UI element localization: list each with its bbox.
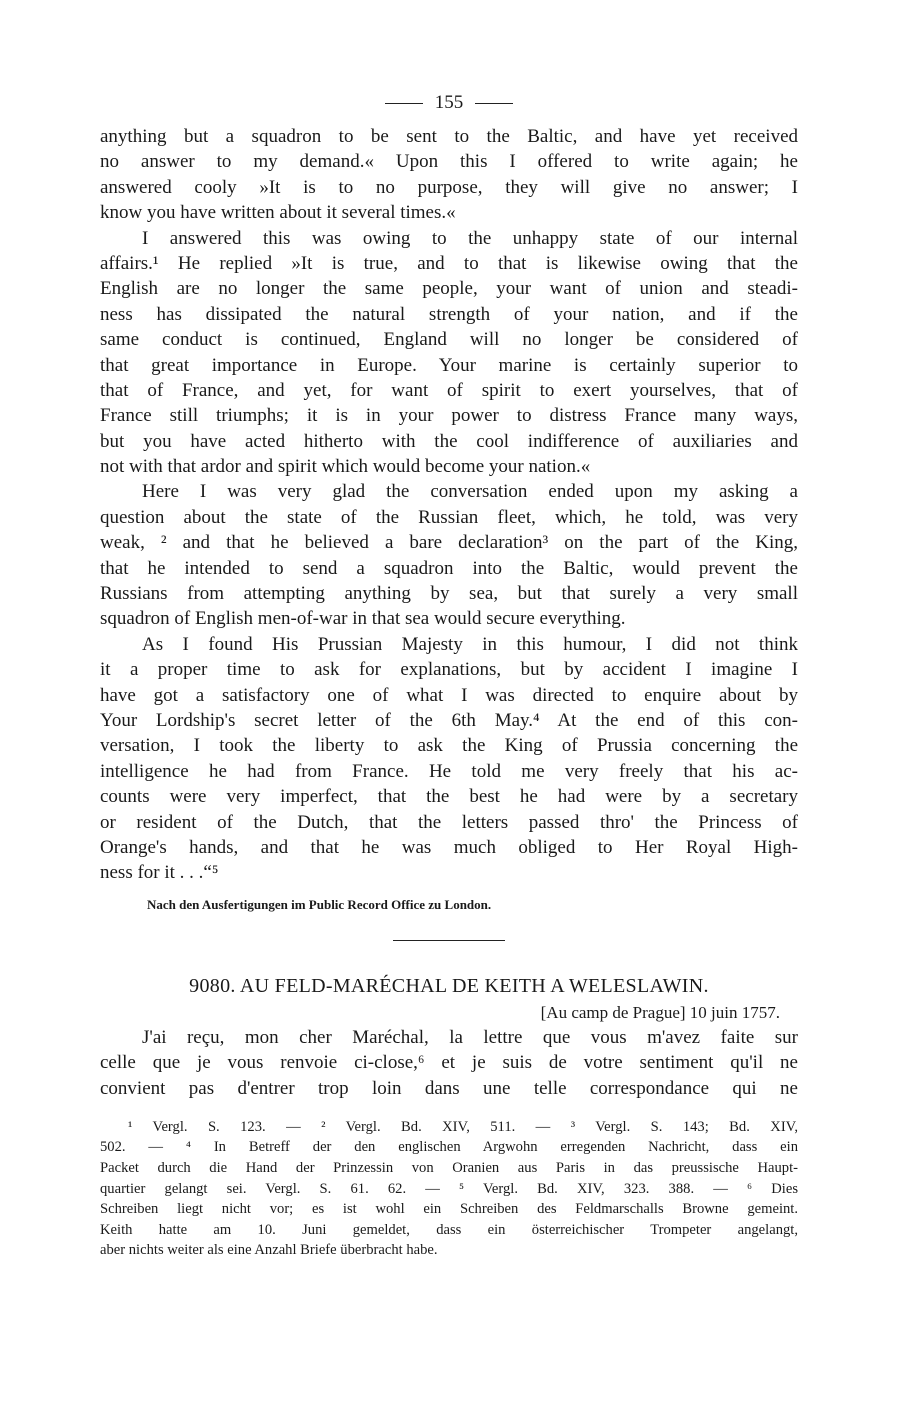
- footnotes: [100, 1117, 798, 1261]
- body-line: Russians from attempting anything by sea, but that surely a very small: [100, 583, 798, 605]
- report-body: [100, 124, 798, 886]
- body-line: weak, ² and that he believed a bare declaration³ on the part of the King,: [100, 532, 798, 554]
- body-line: affairs.¹ He replied »It is true, and to that is likewise owing that the: [100, 252, 798, 274]
- letter-heading: 9080. AU FELD-MARÉCHAL DE KEITH A WELESLAWIN.: [189, 974, 709, 997]
- body-line: France still triumphs; it is in your power to distress France many ways,: [100, 405, 798, 427]
- body-line: answered cooly »It is to no purpose, they will give no answer; I: [100, 176, 798, 198]
- body-line: squadron of English men-of-war in that sea would secure everything.: [100, 608, 626, 630]
- page-header: [100, 88, 798, 124]
- page-number: 155: [434, 92, 464, 113]
- footnote-line: Keith hatte am 10. Juni gemeldet, dass ein österreichischer Trompeter angelangt,: [100, 1221, 798, 1238]
- body-line: but you have acted hitherto with the cool indifference of auxiliaries and: [100, 430, 798, 452]
- body-line: that he intended to send a squadron into the Baltic, would prevent the: [100, 557, 798, 579]
- body-line: ness has dissipated the natural strength of your nation, and if the: [100, 303, 798, 325]
- letter-dateline: [Au camp de Prague] 10 juin 1757.: [540, 1002, 780, 1022]
- body-line: not with that ardor and spirit which would become your nation.«: [100, 456, 591, 478]
- body-line: versation, I took the liberty to ask the King of Prussia concerning the: [100, 735, 798, 757]
- body-line: I answered this was owing to the unhappy state of our internal: [142, 227, 798, 249]
- footnote-line: aber nichts weiter als eine Anzahl Briefe überbracht habe.: [100, 1242, 438, 1259]
- body-line: question about the state of the Russian fleet, which, he told, was very: [100, 506, 798, 528]
- footnote-line: Packet durch die Hand der Prinzessin von Oranien aus Paris in das preussische Haupt-: [100, 1160, 798, 1177]
- footnote-line: quartier gelangt sei. Vergl. S. 61. 62. — ⁵ Vergl. Bd. XIV, 323. 388. — ⁶ Dies: [100, 1180, 798, 1197]
- body-line: anything but a squadron to be sent to the Baltic, and have yet received: [100, 126, 798, 147]
- footnote-line: 502. — ⁴ In Betreff der den englischen Argwohn erregenden Nachricht, dass ein: [100, 1139, 798, 1156]
- letter-line: convient pas d'entrer trop loin dans une telle correspondance qui ne: [100, 1077, 798, 1099]
- footnote-line: ¹ Vergl. S. 123. — ² Vergl. Bd. XIV, 511. — ³ Vergl. S. 143; Bd. XIV,: [128, 1118, 798, 1135]
- body-line: ness for it . . .“⁵: [100, 862, 219, 884]
- body-line: Here I was very glad the conversation ended upon my asking a: [142, 481, 798, 503]
- letter-line: celle que je vous renvoie ci-close,⁶ et je suis de votre sentiment qu'il ne: [100, 1052, 798, 1074]
- section-divider: [393, 940, 505, 941]
- body-line: intelligence he had from France. He told me very freely that his ac-: [100, 760, 798, 782]
- body-line: As I found His Prussian Majesty in this humour, I did not think: [142, 633, 798, 655]
- body-line: English are no longer the same people, your want of union and steadi-: [100, 278, 798, 300]
- body-line: Your Lordship's secret letter of the 6th May.⁴ At the end of this con-: [100, 709, 798, 731]
- body-line: know you have written about it several times.«: [100, 202, 456, 224]
- book-page: [100, 88, 798, 1261]
- body-line: counts were very imperfect, that the best he had were by a secretary: [100, 786, 798, 808]
- body-line: Orange's hands, and that he was much obliged to Her Royal High-: [100, 836, 798, 858]
- footnote-line: Schreiben liegt nicht vor; es ist wohl ein Schreiben des Feldmarschalls Browne gemeint.: [100, 1201, 798, 1218]
- letter-line: J'ai reçu, mon cher Maréchal, la lettre que vous m'avez faite sur: [142, 1026, 798, 1048]
- body-line: no answer to my demand.« Upon this I offered to write again; he: [100, 151, 798, 173]
- body-line: or resident of the Dutch, that the letters passed thro' the Princess of: [100, 811, 798, 833]
- body-line: that of France, and yet, for want of spirit to exert yourselves, that of: [100, 379, 798, 401]
- body-line: same conduct is continued, England will no longer be considered of: [100, 329, 798, 351]
- header-dash-right: [475, 103, 513, 104]
- body-line: have got a satisfactory one of what I was directed to enquire about by: [100, 684, 798, 706]
- body-line: that great importance in Europe. Your marine is certainly superior to: [100, 354, 798, 376]
- letter-body: [100, 1025, 798, 1101]
- source-note: Nach den Ausfertigungen im Public Record Office zu London.: [147, 896, 492, 912]
- header-dash-left: [385, 103, 423, 104]
- body-line: it a proper time to ask for explanations, but by accident I imagine I: [100, 659, 798, 681]
